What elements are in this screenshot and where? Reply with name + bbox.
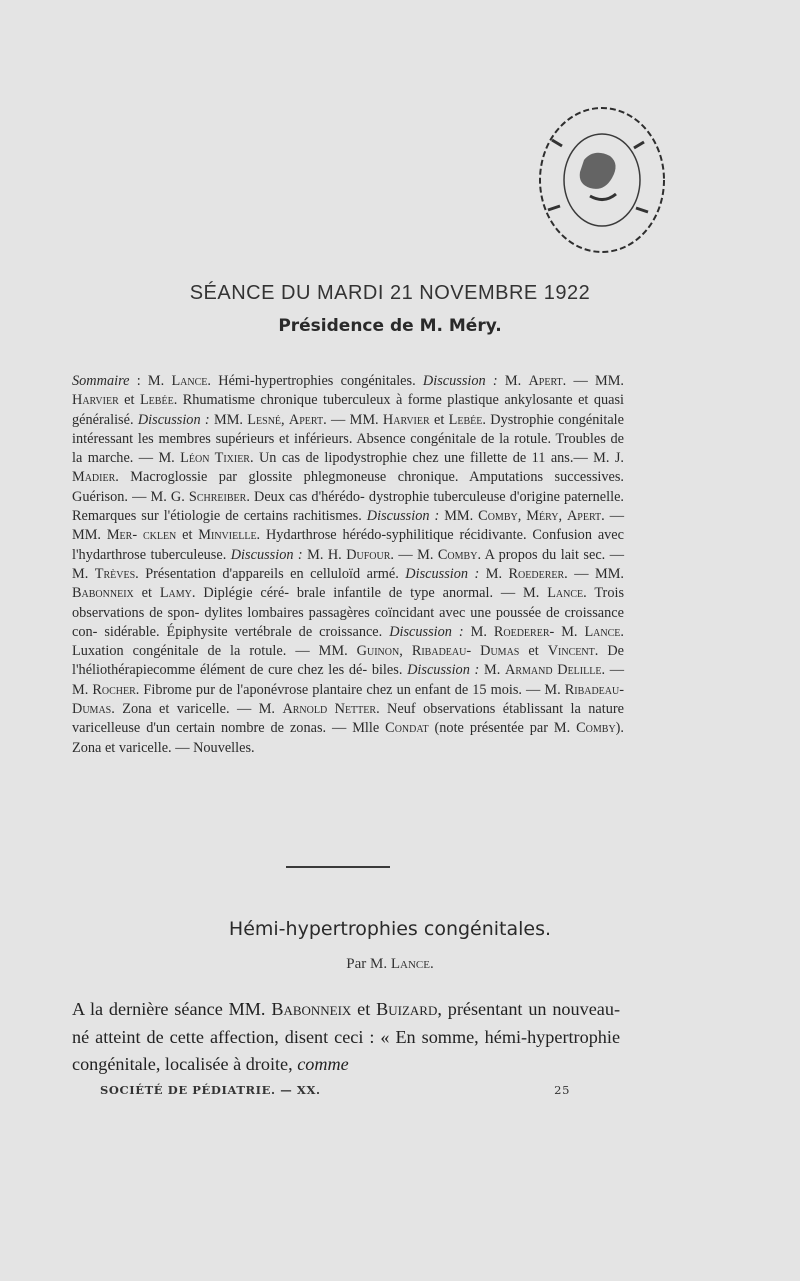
sommaire-segment: . — M.	[390, 546, 438, 563]
author-suffix: .	[429, 956, 434, 972]
sommaire-segment: Lance	[547, 585, 584, 602]
sommaire-segment: . Hémi-hypertrophies congénitales.	[207, 373, 423, 389]
article-segment: Babonneix	[271, 999, 352, 1019]
sommaire-segment: Lance	[171, 373, 208, 389]
sommaire-segment: . Deux cas d'hérédo-	[246, 488, 365, 505]
sommaire-segment: Ribadeau-	[411, 643, 472, 660]
sommaire-segment: M. H.	[302, 546, 347, 563]
sommaire-segment: nature varicelleuse d'un certain nombre de zonas. — Mlle	[72, 701, 625, 737]
sommaire-segment: M.	[504, 373, 529, 389]
section-divider	[286, 866, 390, 868]
sommaire-segment: Discussion :	[405, 565, 480, 582]
sommaire-segment: Madier	[72, 469, 116, 486]
sommaire-segment: M.	[561, 623, 585, 640]
sommaire-segment: .	[477, 546, 482, 563]
author-prefix: Par M.	[346, 956, 391, 972]
sommaire-segment: de 11 ans.— M. J.	[512, 450, 624, 467]
sommaire-segment: Lebée	[448, 411, 483, 428]
sommaire-segment: de la marche. — M.	[72, 430, 625, 467]
sommaire-segment: Lamy	[159, 585, 192, 602]
sommaire-segment: membres supérieurs et inférieurs. Absence congénitale de la rotule. Troubles	[158, 430, 606, 447]
sommaire-segment: ). Zona et varicelle. — Nouvelles.	[72, 720, 625, 756]
sommaire-segment: dylites lombaires passagères coïncidant avec une poussée de croissance con-	[72, 604, 624, 640]
sommaire-segment: Apert	[528, 373, 563, 389]
sommaire-segment: ,	[517, 508, 527, 525]
sommaire-segment: Minvielle	[198, 527, 257, 544]
sommaire-segment: Comby	[576, 720, 616, 737]
sommaire-segment: M.	[479, 662, 505, 679]
sommaire-segment: Roederer	[493, 623, 550, 640]
article-segment: comme	[297, 1054, 349, 1074]
sommaire-segment: biles.	[371, 662, 408, 679]
article-title: Hémi-hypertrophies congénitales.	[228, 918, 552, 940]
sommaire-segment: Apert	[288, 411, 324, 428]
sommaire-segment: et	[176, 527, 199, 544]
sommaire-segment: brale infantile de type anormal. — M.	[296, 585, 548, 602]
sommaire-segment: -	[549, 623, 555, 640]
sommaire-segment: . Neuf observations établissant la	[376, 701, 581, 718]
sommaire-segment: Discussion :	[137, 411, 210, 428]
sommaire-segment: Schreiber	[188, 488, 247, 505]
sommaire-segment: M.	[463, 623, 494, 640]
sommaire-segment: Dufour	[346, 546, 391, 563]
sommaire-segment: Condat	[385, 720, 429, 737]
sommaire-body	[72, 373, 624, 756]
sommaire-segment: Méry	[526, 508, 559, 525]
sommaire-segment: Armand Delille	[505, 662, 602, 679]
sommaire-segment: Guinon	[356, 643, 400, 660]
sommaire-segment: à forme plastique ankylosante et quasi généralisé.	[72, 392, 624, 428]
page-footer	[100, 1083, 570, 1097]
footer-journal: SOCIÉTÉ DE PÉDIATRIE. — XX.	[100, 1083, 321, 1097]
sommaire-segment: M.	[479, 565, 509, 582]
sommaire-segment: . Fibrome pur de	[135, 681, 233, 698]
sommaire-paragraph	[72, 372, 624, 758]
sommaire-segment: . Luxation congénitale de la rotule. — MM.	[72, 623, 624, 660]
sommaire-segment: (note	[428, 720, 464, 737]
sommaire-segment: A propos du lait sec. — M.	[72, 546, 624, 582]
sommaire-segment: l'aponévrose plantaire chez un enfant de 15 mois. — M.	[236, 681, 565, 698]
sommaire-segment: : M.	[129, 373, 172, 389]
sommaire-segment: . Un cas de lipodystrophie chez une fillette	[249, 450, 508, 467]
sommaire-segment: Mer-	[106, 527, 138, 544]
sommaire-segment: Lance	[584, 623, 621, 640]
sommaire-segment: ,	[399, 643, 412, 660]
sommaire-segment: . Rhumatisme chronique tuberculeux	[173, 392, 391, 409]
sommaire-segment: Arnold Netter	[282, 701, 377, 718]
sommaire-segment: Dumas	[480, 643, 520, 660]
sommaire-segment: Comby	[437, 546, 478, 563]
sommaire-segment: sidérable. Épiphysite vertébrale de croissance.	[104, 623, 390, 640]
sommaire-segment: Ribadeau-Dumas	[72, 681, 624, 718]
article-segment: , présentant	[437, 999, 523, 1019]
sommaire-segment: ,	[558, 508, 567, 525]
article-segment: somme, hémi-hypertrophie congénitale, localisée à droite,	[72, 1026, 621, 1074]
article-segment: et	[351, 999, 377, 1019]
sommaire-segment: dystrophie tuberculeuse d'origine paternelle. Remarques sur l'étiologie de	[72, 488, 624, 525]
sommaire-segment: et	[133, 585, 160, 602]
sommaire-segment: cklen	[142, 527, 177, 544]
sommaire-segment: Discussion :	[389, 623, 464, 640]
presidence-heading: Présidence de M. Méry.	[278, 316, 502, 336]
sommaire-segment: et	[519, 643, 548, 660]
article-segment: Buizard	[376, 999, 438, 1019]
seance-title: SÉANCE DU MARDI 21 NOVEMBRE 1922	[189, 282, 591, 304]
sommaire-segment: certains rachitismes.	[243, 508, 367, 525]
sommaire-segment: Discussion :	[422, 373, 498, 389]
sommaire-segment: . Dystrophie congénitale intéressant les	[72, 411, 624, 447]
sommaire-segment: et	[118, 392, 140, 409]
sommaire-segment: MM.	[209, 411, 248, 428]
sommaire-segment: Amputations successives. Guérison. — M. G.	[72, 469, 624, 505]
sommaire-segment: MM.	[439, 508, 479, 525]
sommaire-segment: présentée par M.	[469, 720, 577, 737]
sommaire-segment: Zona et varicelle. — M.	[122, 701, 283, 718]
sommaire-segment: .	[111, 701, 115, 718]
sommaire-segment: Comby	[478, 508, 518, 525]
library-stamp-icon	[532, 100, 672, 260]
sommaire-segment: Vincent	[547, 643, 595, 660]
sommaire-segment: Discussion :	[366, 508, 440, 525]
article-segment: un nouveau-né atteint de cette affection, disent ceci : « En	[72, 999, 620, 1047]
sommaire-segment: Discussion :	[407, 662, 480, 679]
sommaire-segment: . Diplégie céré-	[191, 585, 289, 602]
sommaire-segment: Lebée	[139, 392, 174, 409]
sommaire-segment: avec l'hydarthrose tuberculeuse.	[72, 527, 624, 563]
sommaire-segment: . — MM.	[562, 373, 624, 389]
sommaire-segment: . Hydarthrose hérédo-syphilitique récidivante. Confusion	[256, 527, 592, 544]
sommaire-segment: . Trois observations de spon-	[72, 585, 625, 621]
article-author	[100, 956, 680, 973]
sommaire-segment: . — MM.	[72, 508, 625, 544]
sommaire-segment: et	[429, 411, 449, 428]
sommaire-label: Sommaire	[72, 373, 130, 389]
sommaire-segment: Léon Tixier	[180, 450, 250, 467]
sommaire-segment: ,	[281, 411, 285, 428]
sommaire-segment: Discussion :	[230, 546, 303, 563]
sommaire-segment: Apert	[566, 508, 602, 525]
sommaire-segment: Babonneix	[72, 585, 134, 602]
sommaire-segment: Rocher	[92, 681, 136, 698]
sommaire-segment: . Présentation d'appareils en celluloïd	[135, 565, 361, 582]
sommaire-segment: Harvier	[72, 392, 119, 409]
sommaire-segment: Trèves	[94, 565, 136, 582]
article-segment: A la dernière séance MM.	[72, 999, 272, 1019]
sommaire-segment: . — MM.	[323, 411, 383, 428]
article-body	[72, 996, 620, 1079]
author-name: Lance	[390, 956, 430, 972]
sommaire-segment: . De l'héliothérapiecomme élément de cure chez les dé-	[72, 643, 624, 679]
page-number: 25	[554, 1083, 570, 1097]
sommaire-segment: armé.	[366, 565, 406, 582]
sommaire-segment: . — MM.	[564, 565, 624, 582]
sommaire-segment: . Macroglossie par glossite phlegmoneuse chronique.	[115, 469, 459, 486]
sommaire-segment: Harvier	[382, 411, 430, 428]
sommaire-segment: . — M.	[72, 662, 625, 698]
sommaire-segment: Roederer	[508, 565, 565, 582]
sommaire-segment: Lesné	[247, 411, 282, 428]
